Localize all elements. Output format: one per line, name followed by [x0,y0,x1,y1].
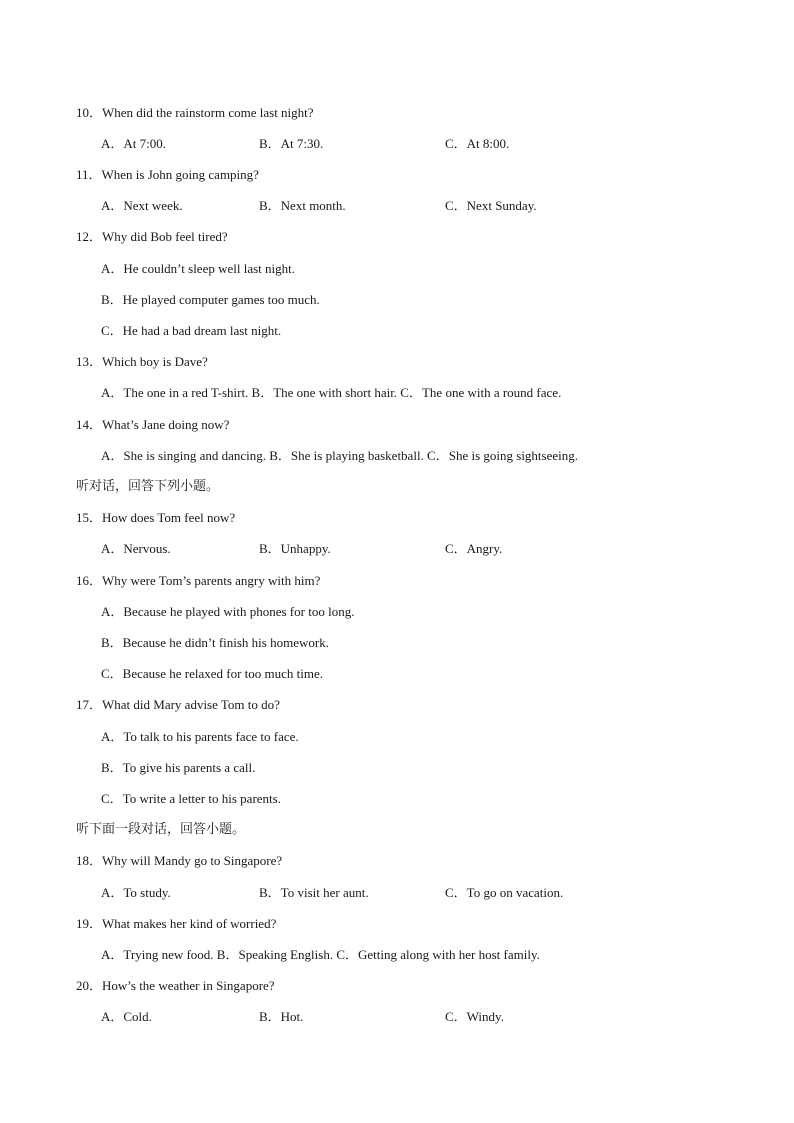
q18-option-c: C．To go on vacation. [445,885,564,900]
q20-option-a: A．Cold. [101,1009,152,1024]
question-11: 11．When is John going camping? [76,167,259,182]
q15-option-a: A．Nervous. [101,541,171,556]
question-18: 18．Why will Mandy go to Singapore? [76,853,283,868]
q18-option-b: B．To visit her aunt. [259,885,369,900]
q17-option-a: A．To talk to his parents face to face. [101,729,299,744]
question-17: 17．What did Mary advise Tom to do? [76,697,280,712]
section-instruction-1: 听对话，回答下列小题。 [76,479,220,494]
q11-option-c: C．Next Sunday. [445,198,537,213]
q16-option-a: A．Because he played with phones for too long. [101,604,355,619]
q17-option-b: B．To give his parents a call. [101,760,256,775]
q19-options: A．Trying new food. B．Speaking English. C．Getting along with her host family. [101,947,540,962]
q12-option-a: A．He couldn’t sleep well last night. [101,261,296,276]
q13-options: A．The one in a red T-shirt. B．The one with short hair. C．The one with a round face. [101,385,562,400]
question-13: 13．Which boy is Dave? [76,354,208,369]
q20-option-c: C．Windy. [445,1009,504,1024]
q12-option-b: B．He played computer games too much. [101,292,320,307]
question-20: 20．How’s the weather in Singapore? [76,978,275,993]
question-16: 16．Why were Tom’s parents angry with him? [76,573,321,588]
q16-option-c: C．Because he relaxed for too much time. [101,666,324,681]
q10-option-a: A．At 7:00. [101,136,167,151]
q10-option-b: B．At 7:30. [259,136,324,151]
q10-option-c: C．At 8:00. [445,136,510,151]
q17-option-c: C．To write a letter to his parents. [101,791,281,806]
q14-options: A．She is singing and dancing. B．She is playing basketball. C．She is going sightseeing. [101,448,579,463]
question-14: 14．What’s Jane doing now? [76,417,230,432]
question-12: 12．Why did Bob feel tired? [76,229,228,244]
question-10: 10．When did the rainstorm come last night? [76,105,314,120]
section-instruction-2: 听下面一段对话，回答小题。 [76,822,246,837]
q12-option-c: C．He had a bad dream last night. [101,323,282,338]
q11-option-b: B．Next month. [259,198,346,213]
q11-option-a: A．Next week. [101,198,183,213]
question-19: 19．What makes her kind of worried? [76,916,277,931]
q15-option-c: C．Angry. [445,541,503,556]
q15-option-b: B．Unhappy. [259,541,331,556]
q18-option-a: A．To study. [101,885,171,900]
question-15: 15．How does Tom feel now? [76,510,236,525]
q20-option-b: B．Hot. [259,1009,304,1024]
q16-option-b: B．Because he didn’t finish his homework. [101,635,329,650]
